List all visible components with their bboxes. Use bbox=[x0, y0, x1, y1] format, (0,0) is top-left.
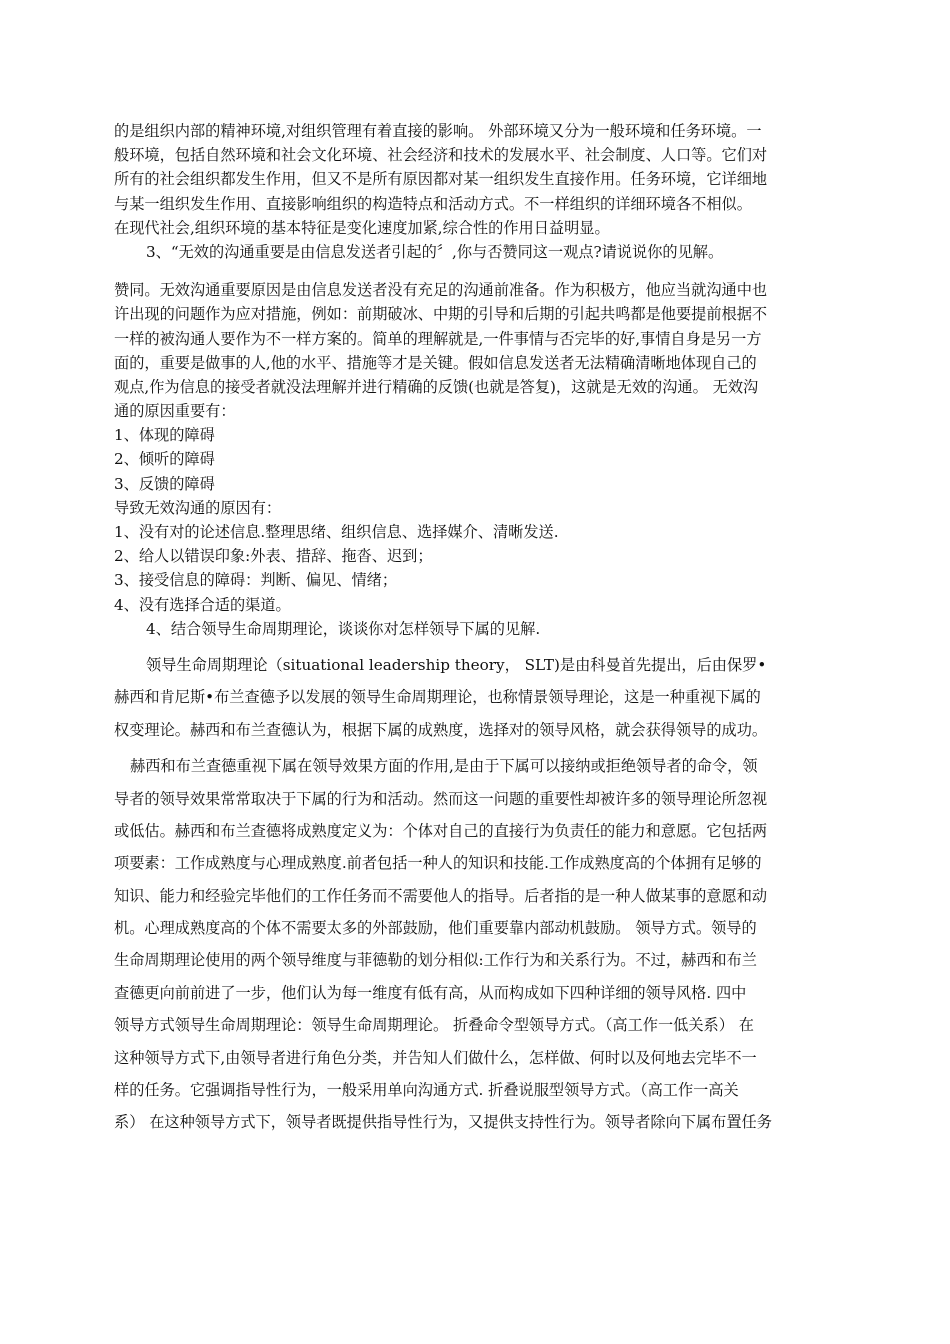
list-item: 4、没有选择合适的渠道。 bbox=[114, 595, 291, 614]
list-item: 1、体现的障碍 bbox=[114, 426, 215, 445]
text-line: 权变理论。赫西和布兰查德认为，根据下属的成熟度，选择对的领导风格，就会获得领导的成功。 bbox=[114, 720, 768, 739]
text-line: 样的任务。它强调指导性行为，一般采用单向沟通方式. 折叠说服型领导方式。（高工作一高关 bbox=[114, 1081, 739, 1100]
question-3-heading: 3、“无效的沟通重要是由信息发送者引起的〞,你与否赞同这一观点?请说说你的见解。 bbox=[146, 242, 724, 261]
text-line: 项要素：工作成熟度与心理成熟度.前者包括一种人的知识和技能.工作成熟度高的个体拥有足够的 bbox=[114, 854, 762, 873]
text-line: 领导方式领导生命周期理论：领导生命周期理论。 折叠命令型领导方式。（高工作一低关系） 在 bbox=[114, 1016, 754, 1035]
text-line: 在现代社会,组织环境的基本特征是变化速度加紧,综合性的作用日益明显。 bbox=[114, 218, 610, 237]
text-line: 一样的被沟通人要作为不一样方案的。简单的理解就是,一件事情与否完毕的好,事情自身是另一方 bbox=[114, 329, 762, 348]
question-4-heading: 4、结合领导生命周期理论，谈谈你对怎样领导下属的见解. bbox=[146, 619, 541, 638]
text-line: 生命周期理论使用的两个领导维度与菲德勒的划分相似:工作行为和关系行为。不过，赫西和布兰 bbox=[114, 951, 757, 970]
text-line: 导致无效沟通的原因有： bbox=[114, 498, 282, 517]
section-answer-3 bbox=[114, 278, 838, 641]
text-line: 赫西和肯尼斯•布兰查德予以发展的领导生命周期理论，也称情景领导理论，这是一种重视下属的 bbox=[114, 688, 761, 707]
text-line: 或低估。赫西和布兰查德将成熟度定义为：个体对自己的直接行为负责任的能力和意愿。它包括两 bbox=[114, 821, 768, 840]
list-item: 3、接受信息的障碍：判断、偏见、情绪； bbox=[114, 571, 398, 590]
text-line: 通的原因重要有： bbox=[114, 402, 236, 421]
text-line: 与某一组织发生作用、直接影响组织的构造特点和活动方式。不一样组织的详细环境各不相似。 bbox=[114, 194, 752, 213]
text-line: 系） 在这种领导方式下，领导者既提供指导性行为，又提供支持性行为。领导者除向下属布置任务 bbox=[114, 1113, 772, 1132]
list-item: 2、给人以错误印象:外表、措辞、拖沓、迟到； bbox=[114, 547, 433, 566]
list-item: 2、倾听的障碍 bbox=[114, 450, 215, 469]
text-line: 知识、能力和经验完毕他们的工作任务而不需要他人的指导。后者指的是一种人做某事的意愿和动 bbox=[114, 886, 768, 905]
text-line: 领导生命周期理论（situational leadership theory， SLT)是由科曼首先提出，后由保罗• bbox=[146, 655, 767, 674]
text-line: 导者的领导效果常常取决于下属的行为和活动。然而这一问题的重要性却被许多的领导理论所忽视 bbox=[114, 789, 768, 808]
text-line: 机。心理成熟度高的个体不需要太多的外部鼓励，他们重要靠内部动机鼓励。 领导方式。领导的 bbox=[114, 919, 757, 938]
text-line: 查德更向前前进了一步，他们认为每一维度有低有高，从而构成如下四种详细的领导风格. 四中 bbox=[114, 983, 747, 1002]
list-item: 3、反馈的障碍 bbox=[114, 474, 215, 493]
text-line: 赞同。无效沟通重要原因是由信息发送者没有充足的沟通前准备。作为积极方，他应当就沟通中也 bbox=[114, 281, 768, 300]
text-line: 所有的社会组织都发生作用，但又不是所有原因都对某一组织发生直接作用。任务环境，它详细地 bbox=[114, 170, 768, 189]
text-line: 的是组织内部的精神环境,对组织管理有着直接的影响。 外部环境又分为一般环境和任务环境。一 bbox=[114, 122, 762, 140]
text-line: 面的，重要是做事的人,他的水平、措施等才是关键。假如信息发送者无法精确清晰地体现自己的 bbox=[114, 353, 757, 372]
text-line: 般环境，包括自然环境和社会文化环境、社会经济和技术的发展水平、社会制度、人口等。它们对 bbox=[114, 146, 768, 165]
text-line: 许出现的问题作为应对措施，例如：前期破冰、中期的引导和后期的引起共鸣都是他要提前根据不 bbox=[114, 305, 768, 324]
text-line: 这种领导方式下,由领导者进行角色分类，并告知人们做什么，怎样做、何时以及何地去完毕不一 bbox=[114, 1048, 757, 1067]
section-organization-environment bbox=[114, 119, 838, 264]
document-page bbox=[114, 119, 838, 1139]
list-item: 1、没有对的论述信息.整理思绪、组织信息、选择媒介、清晰发送. bbox=[114, 523, 559, 541]
text-line: 赫西和布兰查德重视下属在领导效果方面的作用,是由于下属可以接纳或拒绝领导者的命令，领 bbox=[130, 757, 758, 776]
section-answer-4 bbox=[114, 649, 838, 1139]
text-line: 观点,作为信息的接受者就没法理解并进行精确的反馈(也就是答复)，这就是无效的沟通。 无效沟 bbox=[114, 377, 759, 396]
